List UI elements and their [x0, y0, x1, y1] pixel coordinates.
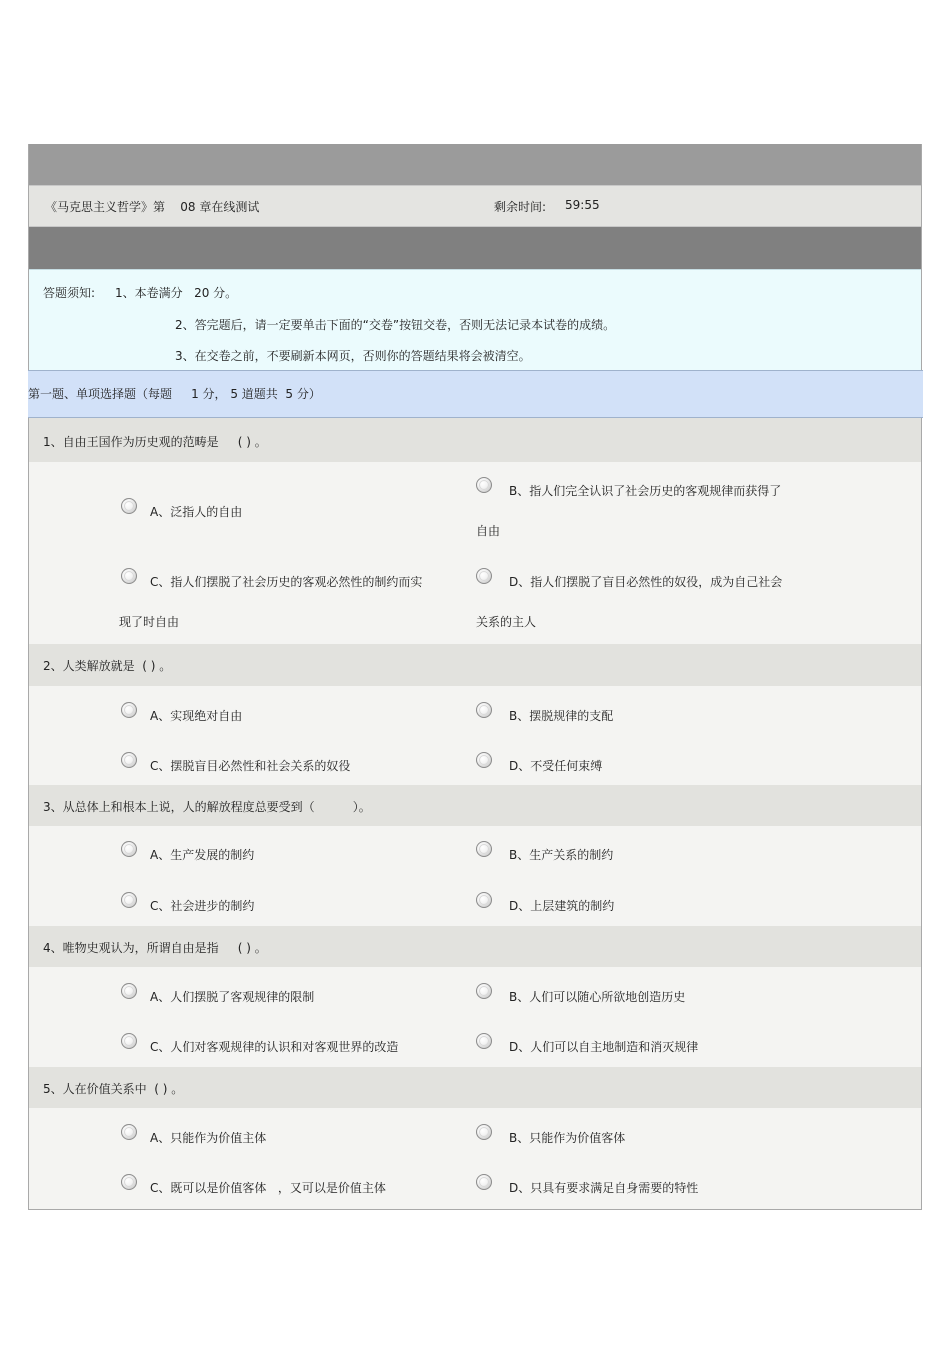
section-header: [28, 370, 923, 418]
section-title: 第一题、单项选择题（每题 1 分， 5 道题共 5 分）: [28, 387, 321, 401]
radio-button-icon[interactable]: [476, 892, 492, 908]
radio-button-icon[interactable]: [121, 1033, 137, 1049]
option-label: D、不受任何束缚: [509, 759, 603, 773]
radio-button-icon[interactable]: [121, 892, 137, 908]
notice-line-1: 1、本卷满分 20 分。: [115, 286, 238, 300]
question-5-options: [29, 1108, 921, 1209]
radio-button-icon[interactable]: [121, 1174, 137, 1190]
question-2-stem: 2、人类解放就是 ( ) 。: [43, 659, 172, 673]
question-5-stem-row: [29, 1067, 921, 1108]
radio-button-icon[interactable]: [476, 702, 492, 718]
question-1-stem: 1、自由王国作为历史观的范畴是 ( ) 。: [43, 435, 267, 449]
notice-line-3: 3、在交卷之前，不要刷新本网页，否则你的答题结果将会被清空。: [175, 349, 531, 363]
radio-button-icon[interactable]: [121, 752, 137, 768]
radio-button-icon[interactable]: [121, 983, 137, 999]
option-label: C、指人们摆脱了社会历史的客观必然性的制约而实: [150, 575, 423, 589]
title-bar: [29, 185, 921, 227]
question-4-options: [29, 967, 921, 1067]
option-label: C、人们对客观规律的认识和对客观世界的改造: [150, 1040, 399, 1054]
question-3-options: [29, 826, 921, 926]
question-4-stem-row: [29, 926, 921, 967]
option-label: D、上层建筑的制约: [509, 899, 615, 913]
option-label: D、指人们摆脱了盲目必然性的奴役，成为自己社会: [509, 575, 783, 589]
question-2-stem-row: [29, 644, 921, 686]
radio-button-icon[interactable]: [476, 841, 492, 857]
radio-button-icon[interactable]: [121, 568, 137, 584]
option-label: B、生产关系的制约: [509, 848, 614, 862]
top-band: [29, 144, 921, 185]
option-label: A、泛指人的自由: [150, 505, 243, 519]
radio-button-icon[interactable]: [476, 752, 492, 768]
option-label-continued: 关系的主人: [476, 615, 537, 629]
option-label: B、摆脱规律的支配: [509, 709, 614, 723]
radio-button-icon[interactable]: [476, 1124, 492, 1140]
option-label: C、摆脱盲目必然性和社会关系的奴役: [150, 759, 351, 773]
option-label-continued: 自由: [476, 524, 501, 538]
timer-value: 59:55: [565, 198, 600, 212]
question-3-stem: 3、从总体上和根本上说，人的解放程度总要受到（ ）。: [43, 800, 371, 814]
option-label: C、既可以是价值客体 ，又可以是价值主体: [150, 1181, 386, 1195]
option-label-continued: 现了时自由: [119, 615, 180, 629]
question-2-options: [29, 686, 921, 785]
radio-button-icon[interactable]: [476, 983, 492, 999]
quiz-title: 《马克思主义哲学》第 08 章在线测试: [45, 200, 260, 214]
question-5-stem: 5、人在价值关系中 ( ) 。: [43, 1082, 184, 1096]
option-label: D、人们可以自主地制造和消灭规律: [509, 1040, 699, 1054]
option-label: A、生产发展的制约: [150, 848, 255, 862]
notice-line-2: 2、答完题后，请一定要单击下面的“交卷”按钮交卷，否则无法记录本试卷的成绩。: [175, 318, 616, 332]
question-1-options: [29, 462, 921, 644]
radio-button-icon[interactable]: [476, 568, 492, 584]
notice-panel: [29, 269, 921, 370]
option-label: A、人们摆脱了客观规律的限制: [150, 990, 315, 1004]
option-label: B、只能作为价值客体: [509, 1131, 626, 1145]
option-label: D、只具有要求满足自身需要的特性: [509, 1181, 699, 1195]
radio-button-icon[interactable]: [121, 498, 137, 514]
radio-button-icon[interactable]: [121, 1124, 137, 1140]
question-4-stem: 4、唯物史观认为，所谓自由是指 ( ) 。: [43, 941, 267, 955]
option-label: A、实现绝对自由: [150, 709, 243, 723]
radio-button-icon[interactable]: [476, 1033, 492, 1049]
quiz-frame: [28, 144, 922, 1210]
option-label: B、指人们完全认识了社会历史的客观规律而获得了: [509, 484, 782, 498]
question-3-stem-row: [29, 785, 921, 826]
radio-button-icon[interactable]: [121, 702, 137, 718]
question-1-stem-row: [29, 418, 921, 462]
option-label: A、只能作为价值主体: [150, 1131, 267, 1145]
radio-button-icon[interactable]: [121, 841, 137, 857]
timer-label: 剩余时间:: [494, 200, 547, 214]
toolbar-band: [29, 227, 921, 269]
radio-button-icon[interactable]: [476, 1174, 492, 1190]
radio-button-icon[interactable]: [476, 477, 492, 493]
option-label: C、社会进步的制约: [150, 899, 255, 913]
notice-label: 答题须知:: [43, 286, 96, 300]
option-label: B、人们可以随心所欲地创造历史: [509, 990, 686, 1004]
